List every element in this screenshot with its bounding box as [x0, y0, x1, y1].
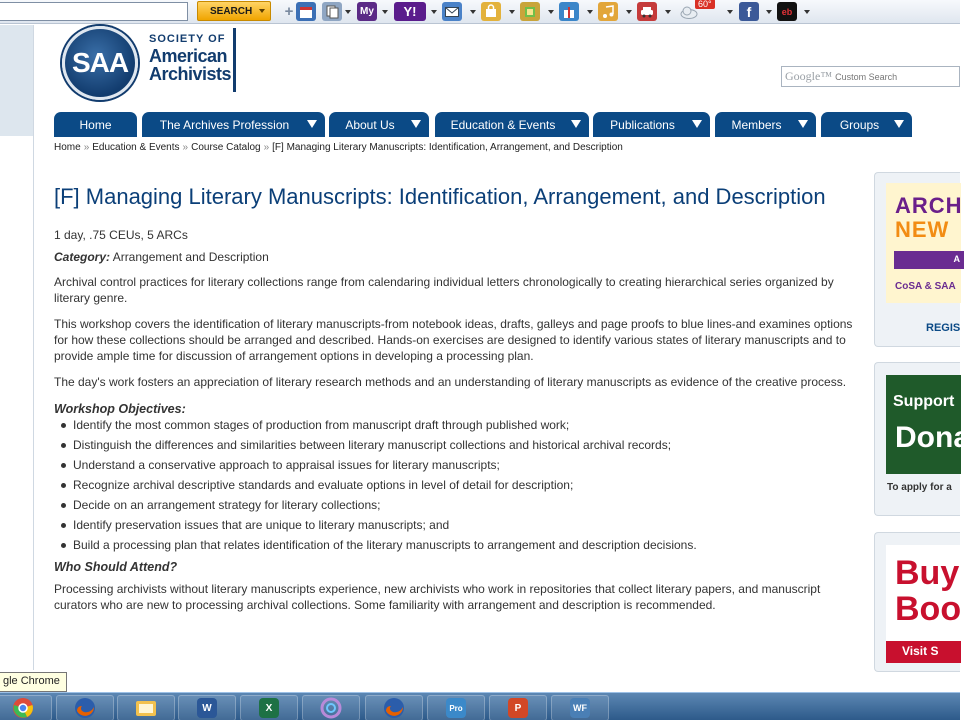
main-nav [54, 112, 960, 137]
powerpoint-icon: P [508, 698, 528, 718]
objective-item: Build a processing plan that relates identification of the literary manuscripts to arrangement and description decisions. [54, 537, 854, 557]
chevron-down-icon[interactable] [766, 10, 772, 14]
bag-icon[interactable] [481, 2, 501, 21]
taskbar-button[interactable] [56, 695, 114, 721]
breadcrumb-current-page: [F] Managing Literary Manuscripts: Identification, Arrangement, and Description [272, 142, 623, 153]
wf-app-icon: WF [570, 698, 590, 718]
logo-text-society-of: SOCIETY OF [149, 33, 226, 45]
firefox-icon [74, 697, 96, 719]
word-icon: W [197, 698, 217, 718]
register-link[interactable]: REGIS [926, 322, 961, 334]
banner-text-cosa: CoSA & SAA [895, 281, 956, 292]
excel-icon: X [259, 698, 279, 718]
taskbar-button[interactable] [365, 695, 423, 721]
who-should-attend-text: Processing archivists without literary manuscripts experience, new archivists who work in repositories that collect literary papers, and manuscript curators who are new to processing archival collections. Some familiarity with arrangement and description is recommended. [54, 582, 821, 612]
taskbar-button[interactable] [240, 695, 298, 721]
plus-icon[interactable]: + [284, 3, 294, 20]
saa-logo[interactable] [60, 26, 240, 100]
nav-education-events[interactable] [435, 112, 589, 137]
saa-seal-icon: SAA [62, 26, 138, 100]
chrome-icon [12, 697, 34, 719]
who-should-attend-heading: Who Should Attend? [54, 560, 178, 574]
chevron-down-icon[interactable] [587, 10, 593, 14]
pages-icon[interactable] [322, 2, 342, 21]
nav-archives-profession[interactable] [142, 112, 325, 137]
browser-toolbar [0, 0, 960, 24]
chevron-down-icon[interactable] [509, 10, 515, 14]
breadcrumb-separator: » [182, 142, 189, 153]
breadcrumb-separator: » [263, 142, 270, 153]
nav-education-events-label: Education & Events [450, 117, 556, 132]
taskbar-button[interactable] [427, 695, 485, 721]
weather-temperature: 60° [695, 0, 715, 9]
folder-icon [135, 698, 157, 718]
category-label: Category: [54, 250, 111, 264]
category-value: Arrangement and Description [112, 250, 269, 264]
banner-text-new: NEW [895, 217, 950, 242]
sidebar-promo-archives-week [874, 172, 963, 347]
donate-banner[interactable] [886, 375, 970, 474]
gift-icon[interactable] [559, 2, 579, 21]
taskbar-button[interactable] [302, 695, 360, 721]
donate-banner-support: Support [893, 393, 955, 410]
objectives-heading: Workshop Objectives: [54, 402, 186, 416]
breadcrumb-education-events[interactable]: Education & Events [92, 142, 180, 153]
description-paragraph-1: Archival control practices for literary collections range from calendaring individual letters chronologically to creating hierarchical series organized by literary genre. [54, 275, 834, 305]
notes-icon[interactable] [520, 2, 540, 21]
taskbar-button[interactable] [489, 695, 547, 721]
chevron-down-icon[interactable] [665, 10, 671, 14]
banner-band-text: A [953, 254, 960, 264]
breadcrumb [54, 142, 623, 153]
chevron-down-icon [692, 120, 702, 128]
course-meta: 1 day, .75 CEUs, 5 ARCs [54, 228, 188, 242]
chevron-down-icon [894, 120, 904, 128]
nav-members-label: Members [731, 117, 782, 132]
breadcrumb-home[interactable]: Home [54, 142, 81, 153]
nav-groups[interactable] [821, 112, 912, 137]
music-icon[interactable] [598, 2, 618, 21]
chevron-down-icon[interactable] [727, 10, 733, 14]
taskbar-tooltip: gle Chrome [0, 672, 67, 692]
chevron-down-icon[interactable] [345, 10, 351, 14]
nav-home[interactable] [54, 112, 137, 137]
page-title: [F] Managing Literary Manuscripts: Identification, Arrangement, and Description [54, 184, 826, 209]
donate-banner-dona: Dona [895, 421, 970, 454]
logo-text-american: American [149, 46, 228, 66]
bookstore-banner-visit: Visit S [902, 644, 939, 658]
logo-text-archivists: Archivists [149, 64, 232, 84]
sidebar-promo-donate [874, 362, 970, 516]
chevron-down-icon[interactable] [626, 10, 632, 14]
chevron-down-icon[interactable] [804, 10, 810, 14]
banner-band [894, 251, 964, 269]
chevron-down-icon [307, 120, 317, 128]
site-search-placeholder: Custom Search [835, 71, 898, 82]
bookstore-banner-boo: Boo [895, 590, 962, 628]
description-paragraph-3: The day's work fosters an appreciation of literary research methods and an understanding of literary manuscripts as evidence of the creative process. [54, 375, 847, 389]
ebay-icon[interactable]: eb [777, 2, 797, 21]
breadcrumb-course-catalog[interactable]: Course Catalog [191, 142, 261, 153]
breadcrumb-separator: » [83, 142, 90, 153]
chevron-down-icon[interactable] [470, 10, 476, 14]
toolbar-search-button[interactable] [197, 1, 271, 21]
taskbar-button[interactable] [551, 695, 609, 721]
donate-caption: To apply for a [887, 482, 952, 493]
sidebar-promo-bookstore [874, 532, 960, 672]
objectives-list [54, 417, 854, 557]
taskbar-button[interactable] [117, 695, 175, 721]
objective-item: Decide on an arrangement strategy for literary collections; [54, 497, 854, 517]
nav-about-us[interactable] [329, 112, 429, 137]
toolbar-search-button-label: SEARCH [210, 5, 253, 17]
nav-about-us-label: About Us [345, 117, 395, 132]
chevron-down-icon[interactable] [382, 10, 388, 14]
chevron-down-icon[interactable] [259, 9, 265, 13]
car-icon[interactable] [637, 2, 657, 21]
course-category [54, 250, 854, 264]
objective-item: Identify the most common stages of production from manuscript draft through published work; [54, 417, 854, 437]
objective-item: Recognize archival descriptive standards and evaluate options in level of detail for description; [54, 477, 854, 497]
chevron-down-icon [571, 120, 581, 128]
bookstore-banner[interactable] [886, 545, 961, 663]
site-search-input[interactable] [781, 66, 960, 87]
taskbar-button[interactable] [0, 695, 52, 721]
chevron-down-icon[interactable] [548, 10, 554, 14]
toolbar-search-input[interactable] [0, 2, 188, 21]
description-paragraph-2: This workshop covers the identification of literary manuscripts-from notebook ideas, drafts, galleys and page proofs to blue lines-and examines options for how these collections should be arranged and described. Hands-on exercises are designed to identify various states of literary manuscripts and to provide ample time for discussion of arrangement options in developing a processing plan. [54, 317, 853, 363]
page-left-gutter [0, 136, 33, 670]
nav-publications[interactable] [593, 112, 710, 137]
firefox-icon [383, 697, 405, 719]
main-content [54, 182, 854, 613]
bookstore-banner-band [886, 641, 961, 663]
taskbar-button[interactable] [178, 695, 236, 721]
facebook-icon[interactable]: f [739, 2, 759, 21]
bookstore-banner-buy: Buy [895, 554, 960, 592]
nav-home-label: Home [79, 117, 112, 132]
nav-groups-label: Groups [839, 117, 880, 132]
banner-text-arch: ARCH [895, 193, 963, 218]
nav-members[interactable] [715, 112, 816, 137]
yahoo-icon[interactable]: Y! [394, 2, 426, 21]
chevron-down-icon [798, 120, 808, 128]
logo-divider [233, 28, 236, 92]
calendar-icon[interactable] [296, 2, 316, 21]
myspace-icon[interactable]: My [357, 2, 377, 21]
mail-icon[interactable] [442, 2, 462, 21]
chevron-down-icon[interactable] [431, 10, 437, 14]
spiral-app-icon [320, 697, 342, 719]
archives-week-banner[interactable] [886, 183, 961, 303]
objective-item: Identify preservation issues that are unique to literary manuscripts; and [54, 517, 854, 537]
objective-item: Understand a conservative approach to appraisal issues for literary manuscripts; [54, 457, 854, 477]
nav-archives-profession-label: The Archives Profession [159, 117, 290, 132]
windows-taskbar [0, 692, 960, 720]
pro-app-icon: Pro [446, 698, 466, 718]
chevron-down-icon [411, 120, 421, 128]
google-brand: Google™ [785, 69, 833, 83]
nav-publications-label: Publications [610, 117, 675, 132]
objective-item: Distinguish the differences and similarities between literary manuscript collections and historical archival records; [54, 437, 854, 457]
